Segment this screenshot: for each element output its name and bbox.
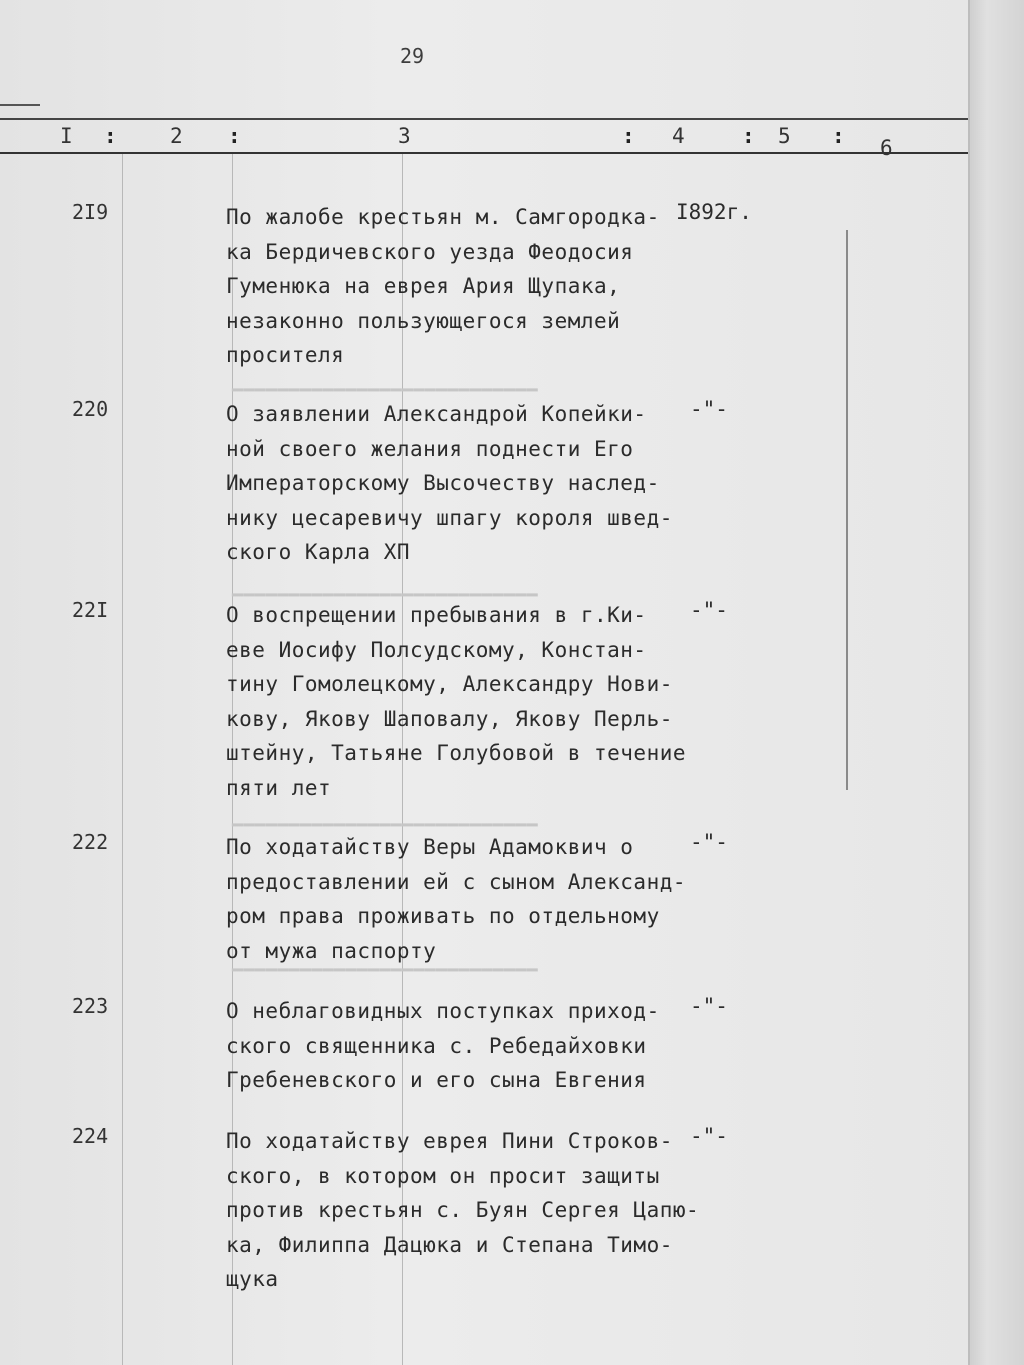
entry-line: По жалобе крестьян м. Самгородка- bbox=[226, 205, 660, 229]
column-header-2: 2 bbox=[170, 124, 183, 148]
entry-line: предоставлении ей с сыном Александ- bbox=[226, 869, 687, 894]
header-corner-rule bbox=[0, 104, 40, 106]
entry-date: -"- bbox=[690, 994, 728, 1018]
entry-line: тину Гомолецкому, Александру Нови- bbox=[226, 672, 673, 696]
entry-line: просителя bbox=[226, 343, 345, 367]
entry-date: -"- bbox=[690, 397, 728, 421]
column-header-1: I bbox=[60, 124, 73, 148]
entry-line: от мужа паспорту bbox=[226, 938, 437, 963]
entry-line: кову, Якову Шаповалу, Якову Перль- bbox=[226, 706, 673, 731]
bleed-through-text: ━━━━━━━━━━━━━━━━━━━━━━━━━━━ bbox=[232, 380, 539, 401]
entry-line: ром права проживать по отдельному bbox=[226, 904, 660, 928]
column-header-5: 5 bbox=[778, 124, 791, 148]
column-separator: : bbox=[228, 124, 241, 148]
entry-date: -"- bbox=[690, 830, 728, 854]
entry-line: против крестьян с. Буян Сергея Цапю- bbox=[226, 1198, 700, 1222]
column-separator: : bbox=[104, 124, 117, 148]
entry-date: I892г. bbox=[676, 200, 752, 224]
entry-number: 220 bbox=[72, 397, 109, 421]
entry-line: пяти лет bbox=[226, 775, 332, 800]
entry-line: ского священника с. Ребедайховки bbox=[226, 1033, 647, 1058]
entry-line: ка, Филиппа Дацюка и Степана Тимо- bbox=[226, 1232, 673, 1257]
entry-number: 223 bbox=[72, 994, 109, 1018]
bleed-through-text: ━━━━━━━━━━━━━━━━━━━━━━━━━━━ bbox=[232, 815, 539, 836]
entry-line: еве Иосифу Полсудскому, Констан- bbox=[226, 637, 647, 662]
entry-line: Гребеневского и его сына Евгения bbox=[226, 1068, 647, 1092]
entry-line: По ходатайству Веры Адамоквич о bbox=[226, 835, 634, 859]
entry-line: О неблаговидных поступках приход- bbox=[226, 999, 660, 1023]
entry-line: щука bbox=[226, 1267, 279, 1291]
entry-description bbox=[226, 1124, 700, 1297]
column-line bbox=[122, 154, 123, 1365]
entry-date: -"- bbox=[690, 598, 728, 622]
entry-number: 22I bbox=[72, 598, 109, 622]
entry-description bbox=[226, 200, 696, 373]
bleed-through-text: ━━━━━━━━━━━━━━━━━━━━━━━━━━━ bbox=[232, 960, 539, 981]
entry-description bbox=[226, 397, 696, 570]
entry-date: -"- bbox=[690, 1124, 728, 1148]
column-separator: : bbox=[832, 124, 845, 148]
column-separator: : bbox=[622, 124, 635, 148]
entry-line: ной своего желания поднести Его bbox=[226, 436, 634, 461]
entry-line: Гуменюка на еврея Ария Щупака, bbox=[226, 274, 621, 298]
column-separator: : bbox=[742, 124, 755, 148]
column-line bbox=[846, 230, 848, 790]
column-header-3: 3 bbox=[398, 124, 411, 148]
entry-line: ского Карла XП bbox=[226, 540, 411, 564]
column-header-6: 6 bbox=[880, 136, 893, 160]
entry-number: 224 bbox=[72, 1124, 109, 1148]
header-top-rule bbox=[0, 118, 975, 120]
entry-line: ского, в котором он просит защиты bbox=[226, 1163, 660, 1188]
entry-line: Императорскому Высочеству наслед- bbox=[226, 471, 660, 495]
entry-line: По ходатайству еврея Пини Строков- bbox=[226, 1129, 673, 1153]
entry-line: незаконно пользующегося землей bbox=[226, 308, 621, 333]
entry-line: О заявлении Александрой Копейки- bbox=[226, 402, 647, 426]
entry-line: О воспрещении пребывания в г.Ки- bbox=[226, 603, 647, 627]
page-number: 29 bbox=[400, 44, 425, 68]
entry-line: нику цесаревичу шпагу короля швед- bbox=[226, 505, 673, 530]
entry-line: штейну, Татьяне Голубовой в течение bbox=[226, 741, 687, 765]
column-header-4: 4 bbox=[672, 124, 685, 148]
entry-number: 222 bbox=[72, 830, 109, 854]
entry-number: 2I9 bbox=[72, 200, 109, 224]
header-bottom-rule bbox=[0, 152, 975, 154]
entry-description bbox=[226, 598, 696, 805]
page-edge bbox=[968, 0, 1024, 1365]
entry-description bbox=[226, 830, 696, 968]
bleed-through-text: ━━━━━━━━━━━━━━━━━━━━━━━━━━━ bbox=[232, 585, 539, 606]
entry-description bbox=[226, 994, 696, 1098]
entry-line: ка Бердичевского уезда Феодосия bbox=[226, 239, 634, 264]
